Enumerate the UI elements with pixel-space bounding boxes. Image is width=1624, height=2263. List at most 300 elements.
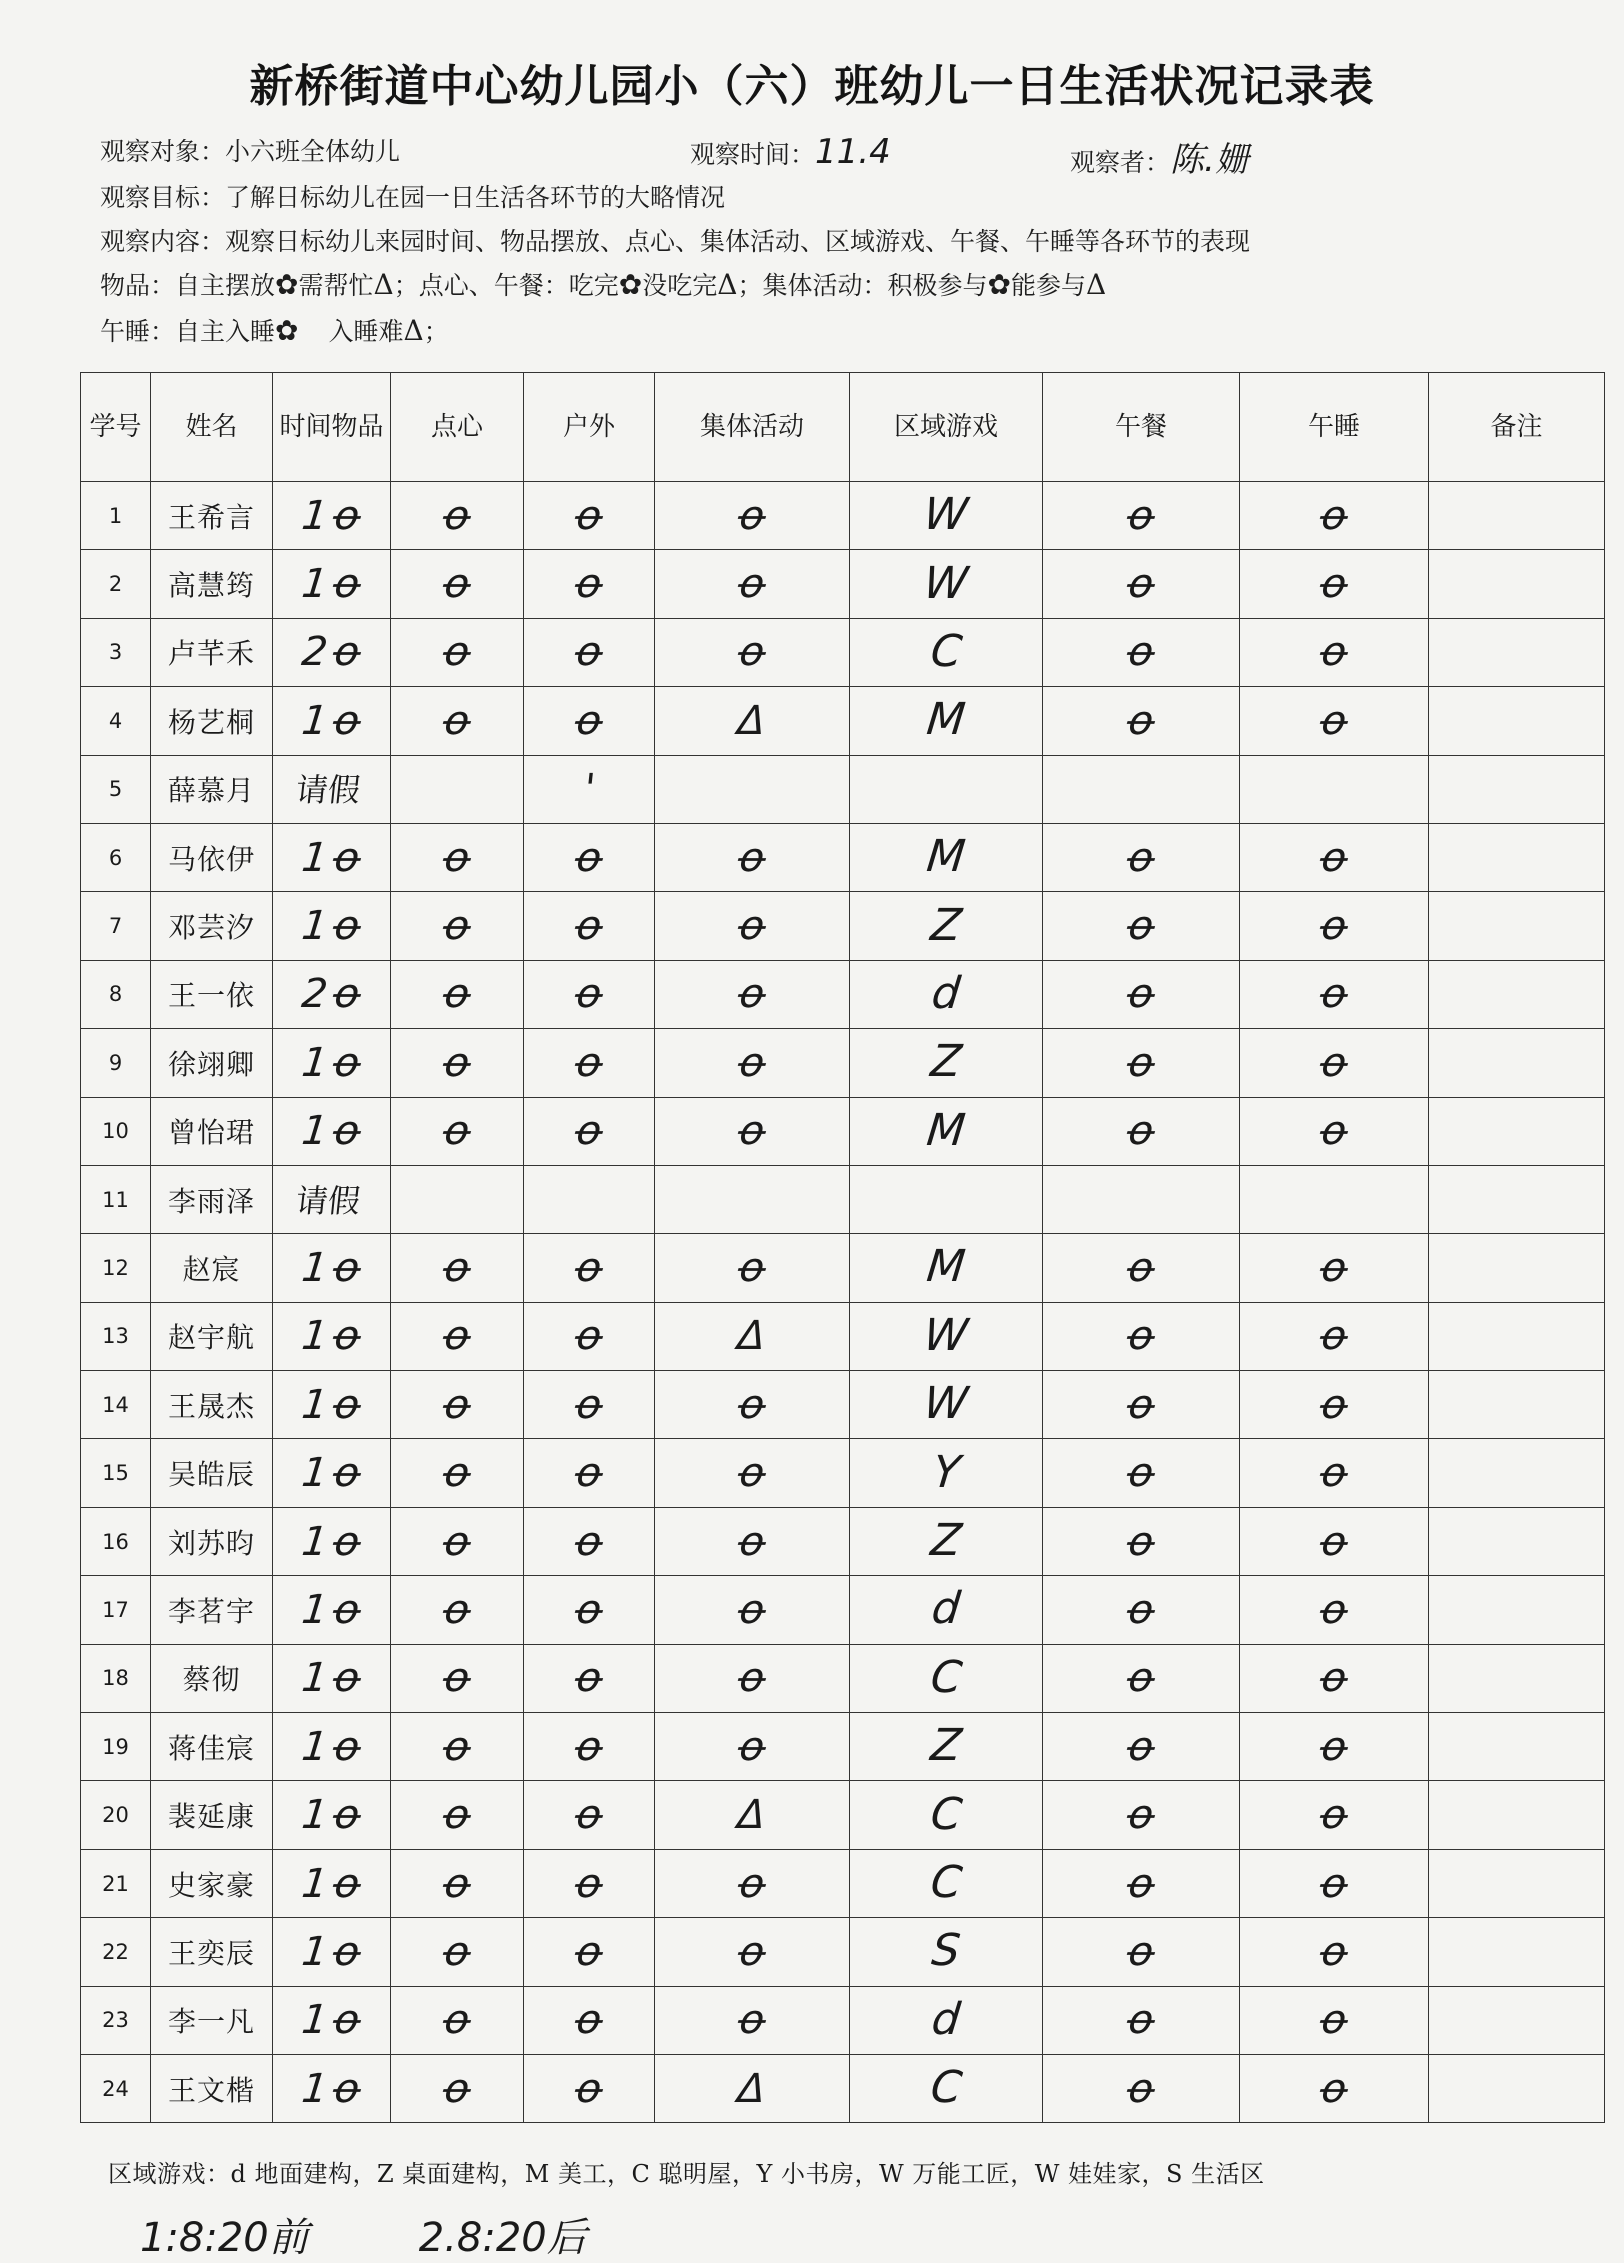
outdoor-mark <box>524 1986 655 2054</box>
observation-goal <box>100 178 725 214</box>
arrival-time: 1 <box>299 1244 330 1291</box>
time-items-mark <box>273 1849 391 1917</box>
outdoor-mark <box>524 1165 655 1233</box>
nap-mark <box>1240 1234 1429 1302</box>
header-snack: 点心 <box>391 373 524 482</box>
snack-mark-value: ꝋ <box>440 834 474 881</box>
group-activity-mark <box>655 1849 850 1917</box>
lunch-mark <box>1043 1439 1240 1507</box>
header-nap: 午睡 <box>1240 373 1429 482</box>
student-no: 11 <box>81 1165 151 1233</box>
legend-group-prefix: ；集体活动：积极参与 <box>737 271 988 300</box>
note-cell <box>1429 1097 1605 1165</box>
legend-items-prefix: 物品：自主摆放 <box>100 271 276 300</box>
time-items-mark <box>273 892 391 960</box>
lunch-mark <box>1043 550 1240 618</box>
observer <box>1070 132 1249 181</box>
group-activity-mark <box>655 687 850 755</box>
snack-mark-value: ꝋ <box>440 561 474 608</box>
header-notes: 备注 <box>1429 373 1605 482</box>
content-label: 观察内容： <box>100 227 226 256</box>
zone-game-code-value: C <box>927 625 965 677</box>
zone-game-code <box>850 1439 1043 1507</box>
student-name: 史家豪 <box>151 1849 273 1917</box>
outdoor-mark <box>524 823 655 891</box>
group-activity-mark-value: ꝋ <box>735 1723 769 1770</box>
zone-game-code-value: Z <box>928 1515 964 1567</box>
lunch-mark-value: ꝋ <box>1124 561 1158 608</box>
snack-mark <box>391 1781 524 1849</box>
outdoor-mark-value: ꝋ <box>572 1723 606 1770</box>
table-row <box>81 482 1605 550</box>
student-name: 裴延康 <box>151 1781 273 1849</box>
nap-mark-value: ꝋ <box>1317 697 1351 744</box>
student-name: 曾怡珺 <box>151 1097 273 1165</box>
group-activity-mark <box>655 2054 850 2122</box>
time-items-mark <box>273 1918 391 1986</box>
snack-mark <box>391 1371 524 1439</box>
note-cell <box>1429 482 1605 550</box>
student-name: 王奕辰 <box>151 1918 273 1986</box>
time-items-mark <box>273 550 391 618</box>
snack-mark-value: ꝋ <box>440 1723 474 1770</box>
group-activity-mark <box>655 823 850 891</box>
legend-nap-suffix: ； <box>423 317 449 346</box>
lunch-mark-value: ꝋ <box>1124 1792 1158 1839</box>
nap-mark-value: ꝋ <box>1317 492 1351 539</box>
group-activity-mark-value: ꝋ <box>735 1997 769 2044</box>
nap-mark <box>1240 1644 1429 1712</box>
arrival-time: 1 <box>299 1039 330 1086</box>
student-no: 18 <box>81 1644 151 1712</box>
note-cell <box>1429 1781 1605 1849</box>
lunch-mark <box>1043 1576 1240 1644</box>
outdoor-mark-value: ꝋ <box>572 834 606 881</box>
zone-game-code <box>850 1986 1043 2054</box>
arrival-time: 1 <box>299 1450 330 1497</box>
group-activity-mark <box>655 1234 850 1302</box>
lunch-mark-value: ꝋ <box>1124 697 1158 744</box>
snack-mark-value: ꝋ <box>440 2065 474 2112</box>
arrival-time: 2 <box>299 971 330 1018</box>
nap-mark-value: ꝋ <box>1317 1381 1351 1428</box>
outdoor-mark-value: ꝋ <box>572 1381 606 1428</box>
outdoor-mark-value: ꝋ <box>572 1586 606 1633</box>
arrival-time: 1 <box>299 1381 330 1428</box>
lunch-mark <box>1043 1507 1240 1575</box>
items-mark: ꝋ <box>330 1792 364 1839</box>
snack-mark <box>391 823 524 891</box>
student-name: 王文楷 <box>151 2054 273 2122</box>
zone-game-code-value: W <box>921 489 971 541</box>
nap-mark <box>1240 1097 1429 1165</box>
goal-label: 观察目标： <box>100 183 226 212</box>
note-cell <box>1429 1029 1605 1097</box>
group-activity-mark-value: Δ <box>735 697 769 744</box>
lunch-mark <box>1043 892 1240 960</box>
zone-game-code <box>850 1234 1043 1302</box>
group-activity-mark-value: ꝋ <box>735 1039 769 1086</box>
header-group-activity: 集体活动 <box>655 373 850 482</box>
group-activity-mark <box>655 1371 850 1439</box>
student-no: 2 <box>81 550 151 618</box>
outdoor-mark-value: ꝋ <box>572 1792 606 1839</box>
student-no: 8 <box>81 960 151 1028</box>
group-activity-mark <box>655 1781 850 1849</box>
lunch-mark-value: ꝋ <box>1124 1450 1158 1497</box>
note-cell <box>1429 823 1605 891</box>
items-mark: ꝋ <box>330 1860 364 1907</box>
time-items-mark <box>273 2054 391 2122</box>
snack-mark <box>391 1234 524 1302</box>
time-items-mark <box>273 1986 391 2054</box>
student-no: 14 <box>81 1371 151 1439</box>
student-name: 卢芊禾 <box>151 618 273 686</box>
group-activity-mark <box>655 482 850 550</box>
header-name: 姓名 <box>151 373 273 482</box>
zone-game-code-value: W <box>921 557 971 609</box>
student-no: 10 <box>81 1097 151 1165</box>
items-mark: ꝋ <box>330 903 364 950</box>
snack-mark-value: ꝋ <box>440 697 474 744</box>
zone-game-code-value: Z <box>928 1036 964 1088</box>
student-no: 6 <box>81 823 151 891</box>
lunch-mark <box>1043 1849 1240 1917</box>
snack-mark-value: ꝋ <box>440 1928 474 1975</box>
snack-mark <box>391 755 524 823</box>
lunch-mark-value: ꝋ <box>1124 1997 1158 2044</box>
items-mark: ꝋ <box>330 1997 364 2044</box>
nap-mark <box>1240 1029 1429 1097</box>
table-row <box>81 823 1605 891</box>
note-cell <box>1429 960 1605 1028</box>
time-items-mark <box>273 1371 391 1439</box>
lunch-mark <box>1043 482 1240 550</box>
items-mark: ꝋ <box>330 1518 364 1565</box>
group-activity-mark <box>655 960 850 1028</box>
items-mark: ꝋ <box>330 1723 364 1770</box>
note-cell <box>1429 1371 1605 1439</box>
student-name: 徐翊卿 <box>151 1029 273 1097</box>
lunch-mark-value: ꝋ <box>1124 492 1158 539</box>
student-no: 16 <box>81 1507 151 1575</box>
group-activity-mark <box>655 1029 850 1097</box>
lunch-mark <box>1043 1918 1240 1986</box>
outdoor-mark-value: ꝋ <box>572 492 606 539</box>
lunch-mark-value: ꝋ <box>1124 1381 1158 1428</box>
nap-mark <box>1240 892 1429 960</box>
table-body <box>81 482 1605 2123</box>
zone-game-code <box>850 618 1043 686</box>
snack-mark-value: ꝋ <box>440 1313 474 1360</box>
outdoor-mark <box>524 1097 655 1165</box>
nap-mark-value: ꝋ <box>1317 1860 1351 1907</box>
time-items-mark <box>273 1029 391 1097</box>
lunch-mark <box>1043 1234 1240 1302</box>
lunch-mark <box>1043 618 1240 686</box>
table-row <box>81 1781 1605 1849</box>
legend-nap-hard: 入睡难 <box>328 317 404 346</box>
group-activity-mark <box>655 1576 850 1644</box>
group-activity-mark <box>655 755 850 823</box>
zone-game-code <box>850 1918 1043 1986</box>
zone-game-code-value: S <box>929 1925 963 1977</box>
lunch-mark-value: ꝋ <box>1124 971 1158 1018</box>
outdoor-mark <box>524 1439 655 1507</box>
snack-mark <box>391 618 524 686</box>
snack-mark <box>391 1302 524 1370</box>
zone-game-code <box>850 892 1043 960</box>
outdoor-mark <box>524 1576 655 1644</box>
items-mark: ꝋ <box>330 697 364 744</box>
lunch-mark <box>1043 1644 1240 1712</box>
arrival-time: 请假 <box>294 771 363 810</box>
arrival-time: 1 <box>299 1997 330 2044</box>
lunch-mark <box>1043 1713 1240 1781</box>
group-activity-mark-value: ꝋ <box>735 1381 769 1428</box>
lunch-mark <box>1043 1165 1240 1233</box>
zone-game-code <box>850 482 1043 550</box>
zone-game-code <box>850 1644 1043 1712</box>
nap-mark-value: ꝋ <box>1317 1450 1351 1497</box>
nap-mark <box>1240 550 1429 618</box>
student-name: 马依伊 <box>151 823 273 891</box>
outdoor-mark <box>524 618 655 686</box>
table-row <box>81 1849 1605 1917</box>
zone-game-code-value: Z <box>928 899 964 951</box>
outdoor-mark-value: ꝋ <box>572 1655 606 1702</box>
zone-game-code-value: C <box>927 1651 965 1703</box>
lunch-mark-value: ꝋ <box>1124 1723 1158 1770</box>
snack-mark <box>391 1576 524 1644</box>
header-student-no: 学号 <box>81 373 151 482</box>
nap-mark-value: ꝋ <box>1317 1518 1351 1565</box>
items-mark: ꝋ <box>330 1450 364 1497</box>
footnote-two: 2.8:20后 <box>418 2215 587 2261</box>
group-activity-mark-value: ꝋ <box>735 1244 769 1291</box>
items-mark: ꝋ <box>330 1313 364 1360</box>
zone-game-code <box>850 550 1043 618</box>
zone-game-code <box>850 1849 1043 1917</box>
outdoor-mark-value: ꝋ <box>572 2065 606 2112</box>
group-activity-mark <box>655 1986 850 2054</box>
lunch-mark <box>1043 1371 1240 1439</box>
table-row <box>81 1234 1605 1302</box>
nap-mark-value: ꝋ <box>1317 1655 1351 1702</box>
time-items-mark <box>273 1234 391 1302</box>
group-activity-mark-value: Δ <box>735 1313 769 1360</box>
outdoor-mark <box>524 482 655 550</box>
snack-mark <box>391 960 524 1028</box>
student-no: 3 <box>81 618 151 686</box>
arrival-time: 1 <box>299 1860 330 1907</box>
outdoor-mark <box>524 1371 655 1439</box>
items-mark: ꝋ <box>330 1381 364 1428</box>
arrival-time: 1 <box>299 1723 330 1770</box>
student-name: 杨艺桐 <box>151 687 273 755</box>
lunch-mark <box>1043 1781 1240 1849</box>
snack-mark <box>391 550 524 618</box>
nap-mark-value: ꝋ <box>1317 1108 1351 1155</box>
student-name: 赵宇航 <box>151 1302 273 1370</box>
time-items-mark <box>273 1713 391 1781</box>
outdoor-mark <box>524 1918 655 1986</box>
items-mark: ꝋ <box>330 971 364 1018</box>
note-cell <box>1429 1986 1605 2054</box>
outdoor-mark <box>524 1781 655 1849</box>
snack-mark <box>391 1507 524 1575</box>
student-no: 7 <box>81 892 151 960</box>
lunch-mark-value: ꝋ <box>1124 629 1158 676</box>
lunch-mark <box>1043 2054 1240 2122</box>
snack-mark <box>391 1713 524 1781</box>
zone-game-code-value: d <box>929 1993 963 2045</box>
lunch-mark <box>1043 1097 1240 1165</box>
daily-record-table <box>80 372 1605 2123</box>
snack-mark <box>391 1849 524 1917</box>
outdoor-mark <box>524 1234 655 1302</box>
note-cell <box>1429 892 1605 960</box>
outdoor-mark <box>524 755 655 823</box>
student-no: 22 <box>81 1918 151 1986</box>
items-mark: ꝋ <box>330 2065 364 2112</box>
group-activity-mark-value: ꝋ <box>735 492 769 539</box>
outdoor-mark <box>524 1713 655 1781</box>
zone-game-code <box>850 1507 1043 1575</box>
nap-mark <box>1240 1576 1429 1644</box>
arrival-time: 1 <box>299 1655 330 1702</box>
student-name: 蒋佳宸 <box>151 1713 273 1781</box>
student-no: 12 <box>81 1234 151 1302</box>
student-no: 20 <box>81 1781 151 1849</box>
items-mark: ꝋ <box>330 629 364 676</box>
student-name: 吴皓辰 <box>151 1439 273 1507</box>
note-cell <box>1429 1507 1605 1575</box>
time-items-mark <box>273 1507 391 1575</box>
observation-content <box>100 222 1250 258</box>
time-footnote <box>140 2206 697 2263</box>
outdoor-mark-value: ꝋ <box>572 1860 606 1907</box>
arrival-time: 1 <box>299 1792 330 1839</box>
group-activity-mark <box>655 1644 850 1712</box>
group-activity-mark-value: Δ <box>735 2065 769 2112</box>
zone-game-code-value: Z <box>928 1720 964 1772</box>
nap-mark-value: ꝋ <box>1317 629 1351 676</box>
student-no: 24 <box>81 2054 151 2122</box>
outdoor-mark <box>524 687 655 755</box>
group-activity-mark <box>655 892 850 960</box>
zone-game-code-value: Y <box>929 1446 963 1498</box>
zone-game-code <box>850 1029 1043 1097</box>
note-cell <box>1429 1165 1605 1233</box>
table-row <box>81 1439 1605 1507</box>
legend-nap-prefix: 午睡：自主入睡 <box>100 317 276 346</box>
arrival-time: 1 <box>299 1518 330 1565</box>
table-row <box>81 1507 1605 1575</box>
snack-mark-value: ꝋ <box>440 1381 474 1428</box>
lunch-mark-value: ꝋ <box>1124 1586 1158 1633</box>
table-header-row <box>81 373 1605 482</box>
triangle-icon: Δ <box>403 314 424 347</box>
zone-game-code <box>850 1781 1043 1849</box>
arrival-time: 1 <box>299 834 330 881</box>
arrival-time: 1 <box>299 1108 330 1155</box>
nap-mark <box>1240 687 1429 755</box>
lunch-mark <box>1043 755 1240 823</box>
arrival-time: 1 <box>299 697 330 744</box>
outdoor-mark <box>524 892 655 960</box>
nap-mark <box>1240 823 1429 891</box>
lunch-mark-value: ꝋ <box>1124 903 1158 950</box>
items-mark: ꝋ <box>330 1108 364 1155</box>
lunch-mark-value: ꝋ <box>1124 1860 1158 1907</box>
group-activity-mark <box>655 1165 850 1233</box>
snack-mark <box>391 1918 524 1986</box>
observer-value: 陈.姗 <box>1170 140 1249 180</box>
nap-mark-value: ꝋ <box>1317 971 1351 1018</box>
nap-mark-value: ꝋ <box>1317 1723 1351 1770</box>
arrival-time: 1 <box>299 561 330 608</box>
student-name: 李雨泽 <box>151 1165 273 1233</box>
table-row <box>81 550 1605 618</box>
zone-game-code <box>850 755 1043 823</box>
outdoor-mark-value: ꝋ <box>572 1928 606 1975</box>
snack-mark-value: ꝋ <box>440 629 474 676</box>
nap-mark-value: ꝋ <box>1317 561 1351 608</box>
zone-game-code <box>850 1576 1043 1644</box>
legend-meal-prefix: ；点心、午餐：吃完 <box>393 271 619 300</box>
table-row <box>81 892 1605 960</box>
time-items-mark <box>273 482 391 550</box>
zone-game-code <box>850 960 1043 1028</box>
nap-mark <box>1240 1165 1429 1233</box>
zone-game-code-value: M <box>924 1241 968 1293</box>
outdoor-mark <box>524 960 655 1028</box>
outdoor-mark <box>524 1507 655 1575</box>
table-row <box>81 1918 1605 1986</box>
lunch-mark-value: ꝋ <box>1124 1108 1158 1155</box>
outdoor-mark <box>524 1644 655 1712</box>
group-activity-mark <box>655 1713 850 1781</box>
student-no: 5 <box>81 755 151 823</box>
outdoor-mark-value: ꝋ <box>572 971 606 1018</box>
header-lunch: 午餐 <box>1043 373 1240 482</box>
table-row <box>81 755 1605 823</box>
snack-mark-value: ꝋ <box>440 492 474 539</box>
nap-mark <box>1240 1713 1429 1781</box>
student-name: 蔡彻 <box>151 1644 273 1712</box>
zone-game-code-value: W <box>921 1309 971 1361</box>
group-activity-mark-value: ꝋ <box>735 629 769 676</box>
note-cell <box>1429 1849 1605 1917</box>
page-title: 新桥街道中心幼儿园小（六）班幼儿一日生活状况记录表 <box>249 61 1375 112</box>
time-items-mark <box>273 1097 391 1165</box>
zone-game-code <box>850 687 1043 755</box>
items-mark: ꝋ <box>330 561 364 608</box>
triangle-icon: Δ <box>1085 268 1107 301</box>
nap-mark <box>1240 618 1429 686</box>
nap-mark-value: ꝋ <box>1317 2065 1351 2112</box>
header-time-items: 时间物品 <box>273 373 391 482</box>
outdoor-mark-value: ꝋ <box>572 1450 606 1497</box>
note-cell <box>1429 1713 1605 1781</box>
outdoor-mark-value: ꝋ <box>572 561 606 608</box>
note-cell <box>1429 1918 1605 1986</box>
table-row <box>81 1165 1605 1233</box>
nap-mark <box>1240 1302 1429 1370</box>
group-activity-mark <box>655 1439 850 1507</box>
note-cell <box>1429 1439 1605 1507</box>
